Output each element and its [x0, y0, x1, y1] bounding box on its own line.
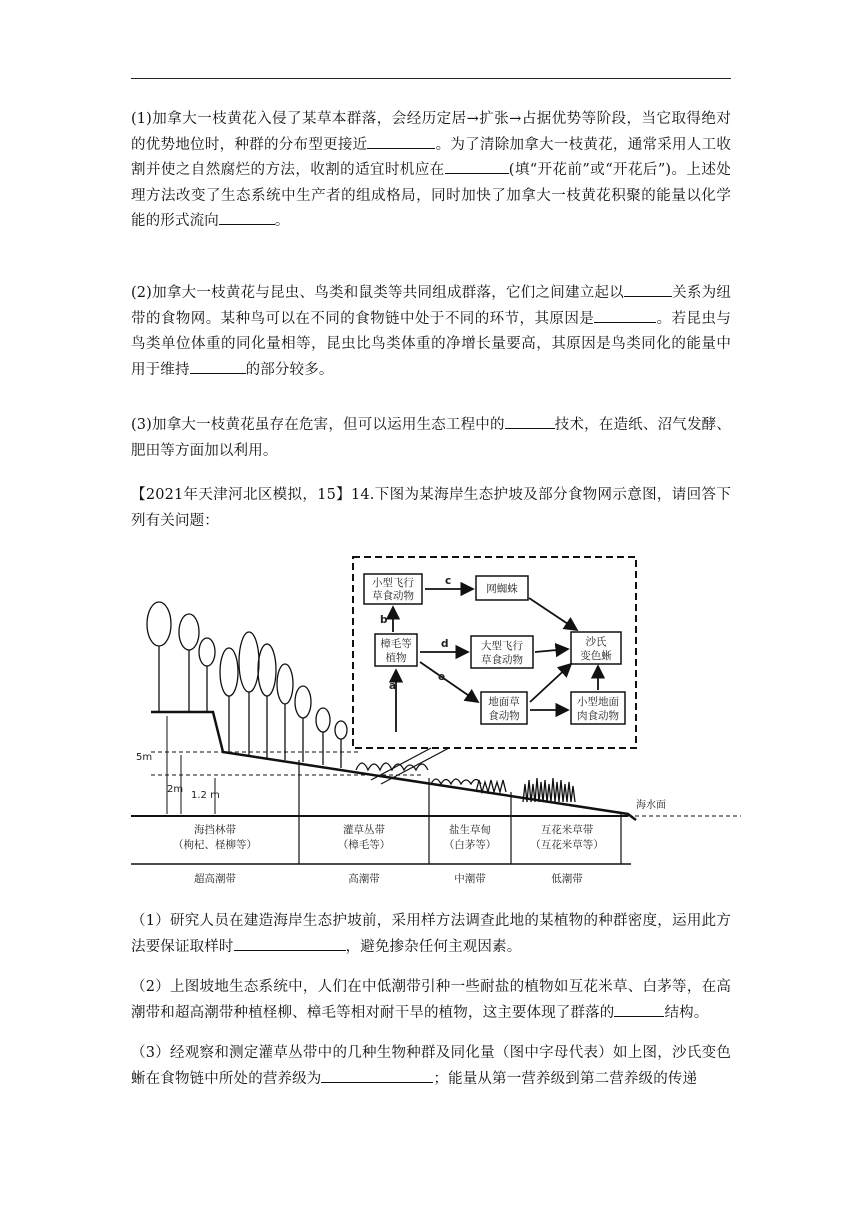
zone-species: （樟毛等） [337, 839, 391, 851]
text: (1)加拿大一枝黄花入侵了某草本群落，会经历定居→扩张→占据优势等阶段，当它取得绝对的优势地位时，种群的分布型更接近 [131, 111, 731, 153]
box-text: 草食动物 [372, 590, 414, 602]
text: 。若昆虫与鸟类单位体重的同化量相等，昆虫比鸟类体重的净增长量要高，其原因是鸟类同化的能量中用于维持 [131, 310, 732, 378]
box-text: 小型飞行 [372, 577, 414, 589]
arrow-ground-lizard [530, 664, 571, 702]
zone-灌草丛带 [338, 823, 391, 885]
box-small-flying-herbivore [364, 574, 422, 604]
answer-blank[interactable] [219, 210, 275, 225]
answer-blank[interactable] [445, 159, 509, 174]
answer-blank[interactable] [234, 936, 346, 951]
zone-海挡林带 [173, 823, 257, 885]
box-text: 植物 [385, 652, 407, 664]
height-2m: 2m [167, 784, 184, 795]
paragraph-q3-engineering [131, 413, 731, 464]
zone-species: （互花米草等） [530, 839, 604, 851]
answer-blank[interactable] [190, 359, 246, 374]
box-text: 肉食动物 [577, 710, 619, 722]
box-ground-herbivore [481, 692, 527, 724]
zone-species: （枸杞、柽柳等） [173, 839, 257, 851]
figure-svg [131, 552, 741, 892]
paragraph-q1-invasion [131, 107, 731, 235]
header-rule [131, 78, 731, 79]
box-text: 草食动物 [481, 654, 523, 666]
text: 。为了清除加拿大一枝黄花，通常采用人工收割并使之自然腐烂的方法，收割的适宜时机应在 [131, 136, 732, 178]
box-plants [375, 634, 417, 666]
box-text: 樟毛等 [380, 638, 412, 650]
box-small-ground-carnivore [571, 692, 625, 724]
text: (填“开花前”或“开花后”)。上述处理方法改变了生态系统中生产者的组成格局，同时加快了加拿大一枝黄花积聚的能量以化学能的形式流向 [131, 162, 731, 229]
zone-tide: 中潮带 [454, 873, 486, 885]
answer-blank[interactable] [321, 1068, 433, 1083]
zone-tide: 超高潮带 [194, 873, 236, 885]
text: ，避免掺杂任何主观因素。 [345, 938, 522, 955]
slope-line [151, 712, 636, 820]
question-14-3 [131, 1041, 731, 1092]
paragraph-q2-foodweb [131, 281, 731, 383]
height-1-2m: 1.2 m [191, 790, 220, 801]
sea-surface-label: 海水面 [636, 800, 666, 811]
arrow-label-e: e [438, 671, 446, 683]
text: ；能量从第一营养级到第二营养级的传递 [433, 1070, 698, 1087]
arrow-label-b: b [380, 614, 388, 626]
text: 关系为纽带的食物网。某种鸟可以在不同的食物链中处于不同的环节，其原因是 [131, 285, 731, 327]
zone-tide: 低潮带 [551, 873, 583, 885]
box-text: 小型地面 [577, 696, 619, 708]
question-14-2 [131, 975, 731, 1026]
box-large-flying-herbivore [471, 636, 533, 668]
text: （1）研究人员在建造海岸生态护坡前，采用样方法调查此地的某植物的种群密度，运用此方法要保证取样时 [131, 913, 731, 955]
text: 结构。 [664, 1004, 709, 1021]
zone-互花米草带 [530, 823, 604, 885]
arrow-label-d: d [441, 638, 449, 650]
arrow-large-lizard [535, 649, 568, 652]
answer-blank[interactable] [624, 282, 672, 297]
zone-tide: 高潮带 [348, 873, 380, 885]
answer-blank[interactable] [614, 1002, 664, 1017]
box-text: 食动物 [488, 710, 520, 722]
box-text: 网蜘蛛 [486, 583, 518, 595]
arrow-spider-lizard [529, 598, 577, 630]
box-text: 变色蜥 [580, 650, 612, 662]
zone-species: （白茅等） [443, 839, 497, 851]
text: 。 [274, 213, 290, 229]
text: 的部分较多。 [245, 361, 334, 378]
arrow-e [420, 662, 478, 702]
zone-name: 海挡林带 [194, 824, 236, 836]
box-text: 地面草 [488, 696, 520, 708]
question-14-intro [131, 483, 731, 534]
source-tag: 【2021年天津河北区模拟，15】 [131, 487, 352, 503]
answer-blank[interactable] [505, 414, 555, 429]
answer-blank[interactable] [594, 308, 656, 323]
box-text: 沙氏 [585, 636, 607, 648]
arrow-label-a: a [389, 680, 397, 692]
box-text: 大型飞行 [481, 640, 523, 652]
text: （2）上图坡地生态系统中，人们在中低潮带引种一些耐盐的植物如互花米草、白茅等，在高潮带和超高潮带种植柽柳、樟毛等相对耐干旱的植物，这主要体现了群落的 [131, 979, 731, 1021]
text: (2)加拿大一枝黄花与昆虫、鸟类和鼠类等共同组成群落，它们之间建立起以 [131, 285, 624, 301]
height-5m: 5m [136, 752, 153, 763]
zone-name: 盐生草甸 [449, 824, 491, 836]
zone-盐生草甸 [444, 823, 497, 885]
arrow-label-c: c [445, 575, 452, 587]
box-web-spider [476, 576, 528, 600]
text: 14.下图为某海岸生态护坡及部分食物网示意图，请回答下列有关问题： [131, 487, 731, 529]
zone-name: 灌草丛带 [343, 824, 385, 836]
text: 技术，在造纸、沼气发酵、肥田等方面加以利用。 [131, 417, 731, 459]
text: （3）经观察和测定灌草丛带中的几种生物种群及同化量（图中字母代表）如上图，沙氏变色蜥在食物链中所处的营养级为 [131, 1045, 731, 1087]
box-lizard [571, 632, 621, 664]
question-14-1 [131, 909, 731, 960]
zone-name: 互花米草带 [540, 824, 594, 836]
coastal-slope-figure [131, 552, 741, 892]
answer-blank[interactable] [367, 134, 435, 149]
text: (3)加拿大一枝黄花虽存在危害，但可以运用生态工程中的 [131, 417, 505, 433]
